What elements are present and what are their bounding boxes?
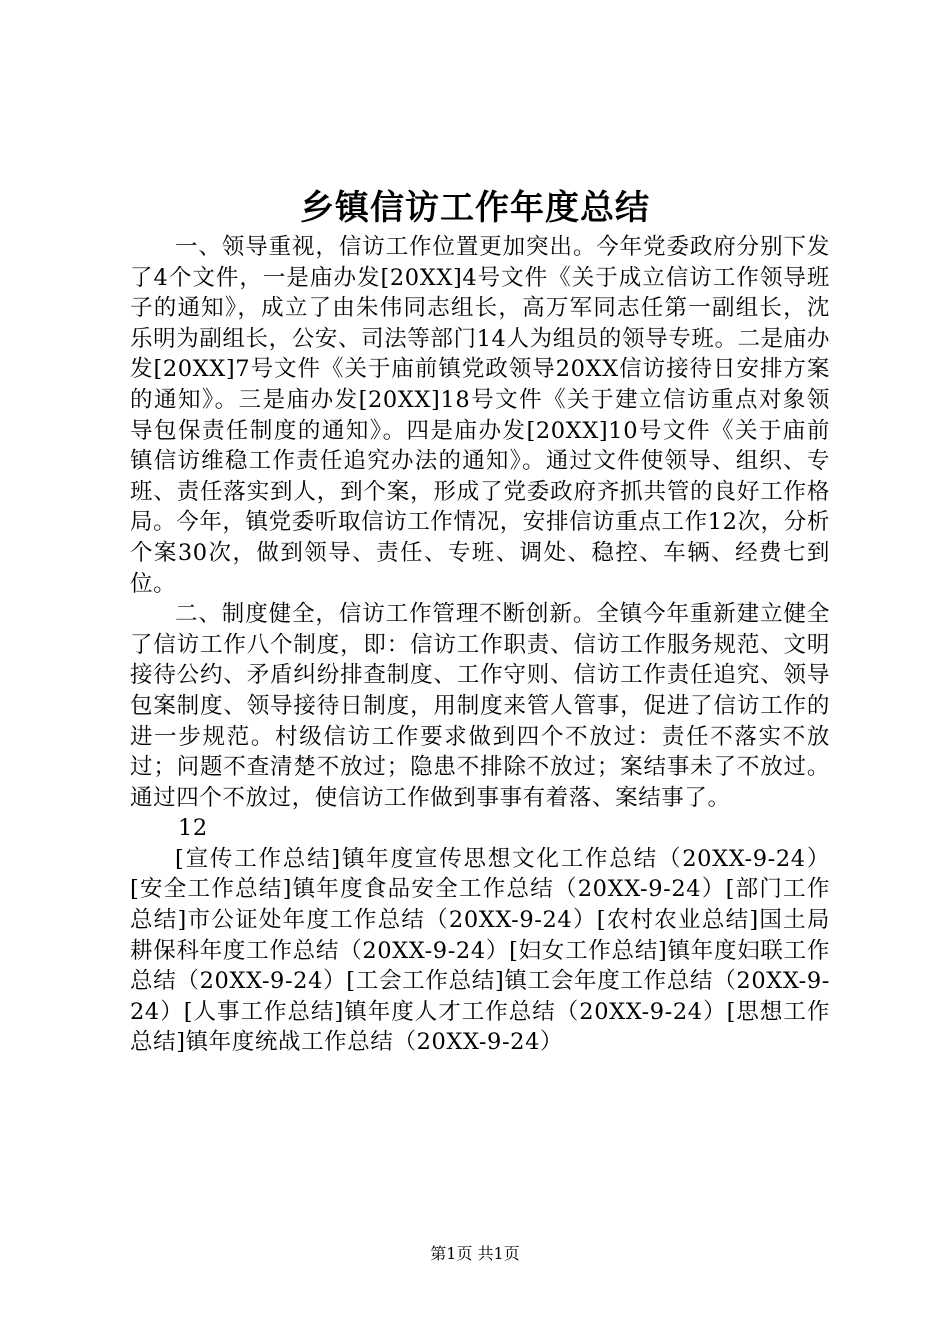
document-body	[130, 232, 830, 1058]
paragraph-leadership: 一、领导重视，信访工作位置更加突出。今年党委政府分别下发了4个文件，一是庙办发[20XX]4号文件《关于成立信访工作领导班子的通知》，成立了由朱伟同志组长，高万军同志任第一副组长，沈乐明为副组长，公安、司法等部门14人为组员的领导专班。二是庙办发[20XX]7号文件《关于庙前镇党政领导20XX信访接待日安排方案的通知》。三是庙办发[20XX]18号文件《关于建立信访重点对象领导包保责任制度的通知》。四是庙办发[20XX]10号文件《关于庙前镇信访维稳工作责任追究办法的通知》。通过文件使领导、组织、专班、责任落实到人，到个案，形成了党委政府齐抓共管的良好工作格局。今年，镇党委听取信访工作情况，安排信访重点工作12次，分析个案30次，做到领导、责任、专班、调处、稳控、车辆、经费七到位。	[130, 234, 830, 597]
page-footer: 第1页 共1页	[430, 1244, 520, 1263]
paragraph-system: 二、制度健全，信访工作管理不断创新。全镇今年重新建立健全了信访工作八个制度，即：信访工作职责、信访工作服务规范、文明接待公约、矛盾纠纷排查制度、工作守则、信访工作责任追究、领导包案制度、领导接待日制度，用制度来管人管事，促进了信访工作的进一步规范。村级信访工作要求做到四个不放过：责任不落实不放过；问题不查清楚不放过；隐患不排除不放过；案结事未了不放过。通过四个不放过，使信访工作做到事事有着落、案结事了。	[130, 601, 830, 811]
related-articles: [宣传工作总结]镇年度宣传思想文化工作总结（20XX-9-24）[安全工作总结]镇年度食品安全工作总结（20XX-9-24）[部门工作总结]市公证处年度工作总结（20XX-9-24）[农村农业总结]国土局耕保科年度工作总结（20XX-9-24）[妇女工作总结]镇年度妇联工作总结（20XX-9-24）[工会工作总结]镇工会年度工作总结（20XX-9-24）[人事工作总结]镇年度人才工作总结（20XX-9-24）[思想工作总结]镇年度统战工作总结（20XX-9-24）	[130, 845, 830, 1056]
document-title: 乡镇信访工作年度总结	[300, 188, 650, 228]
inline-number: 12	[178, 815, 208, 842]
